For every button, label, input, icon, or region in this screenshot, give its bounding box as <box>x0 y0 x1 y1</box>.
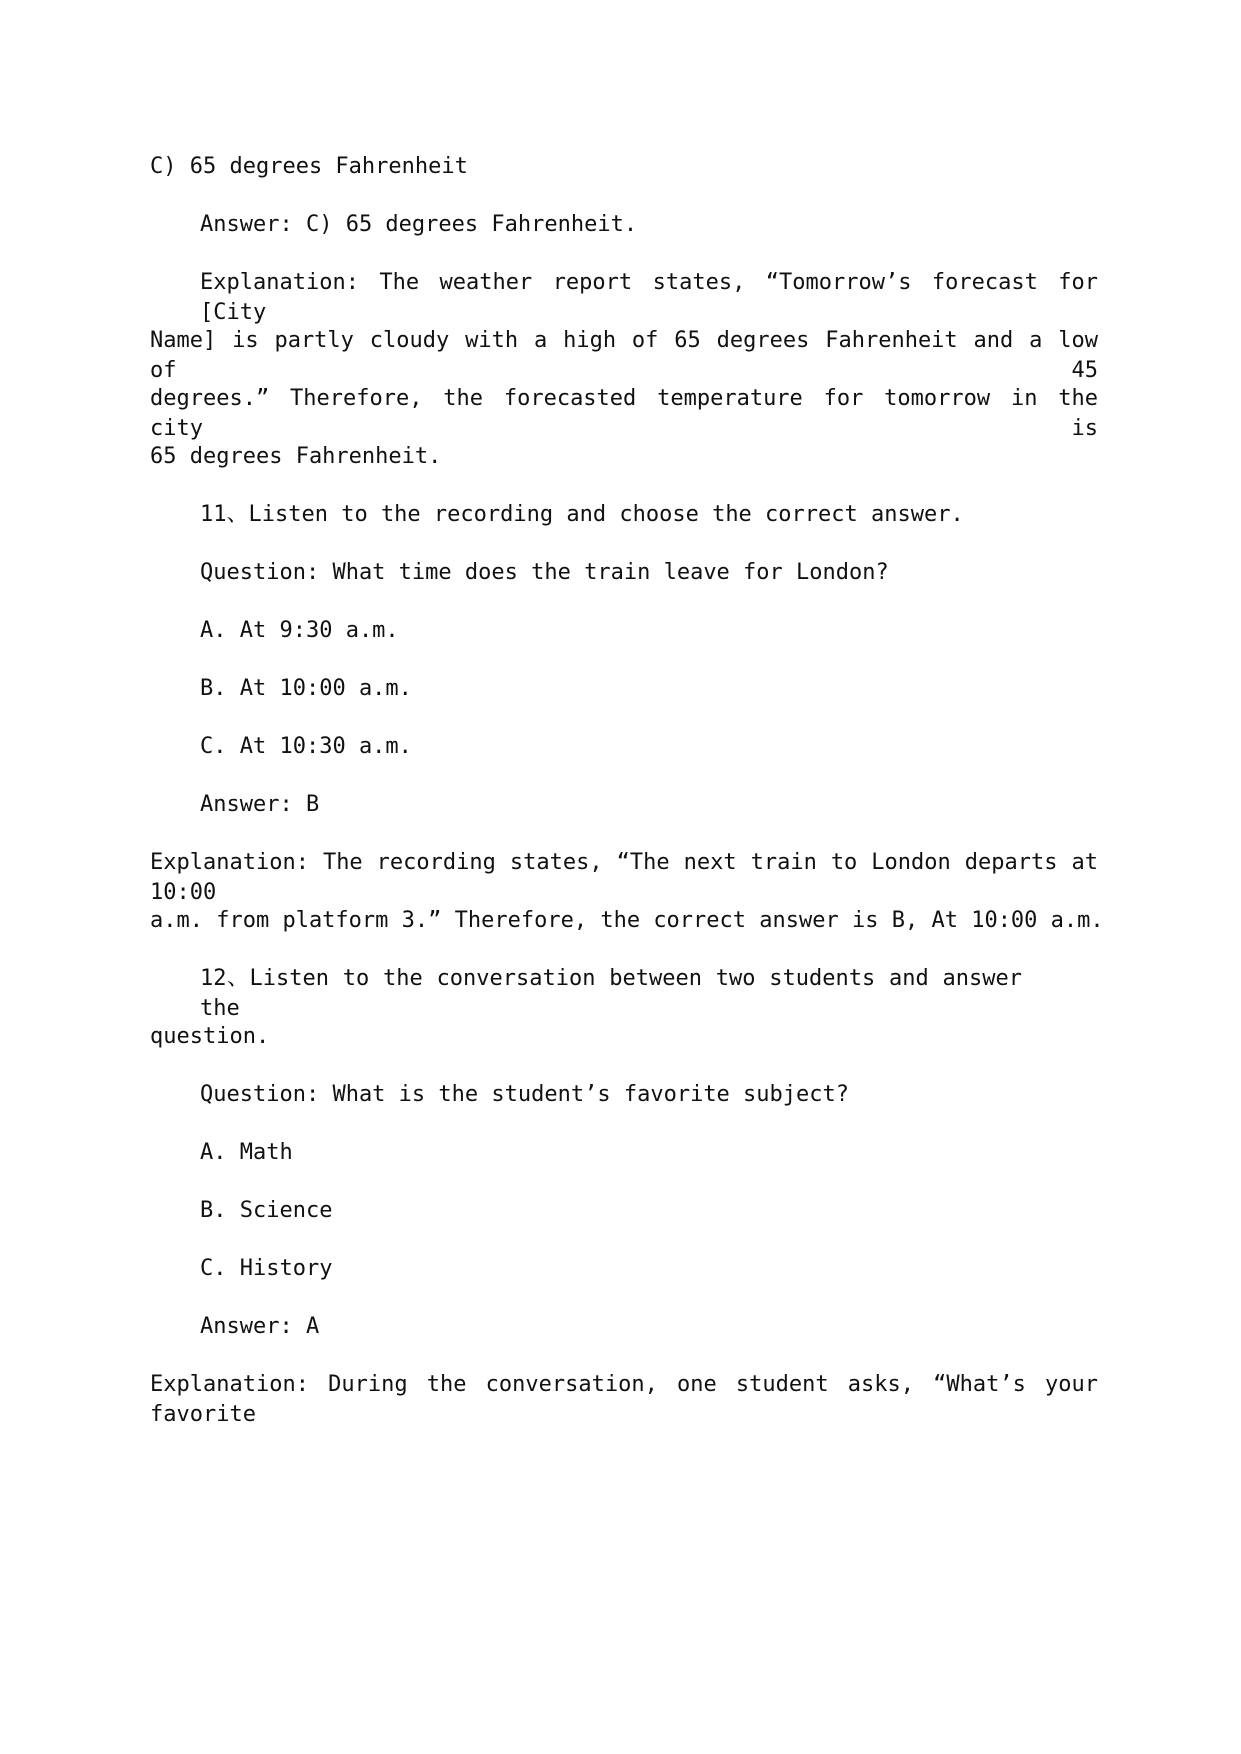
answer-line: Answer: B <box>200 792 320 817</box>
question-heading-continuation: question. <box>150 1024 270 1049</box>
explanation-line: a.m. from platform 3.” Therefore, the correct answer is B, At 10:00 a.m. <box>150 908 1104 933</box>
option-line: B. Science <box>200 1198 333 1223</box>
question-heading: 11、Listen to the recording and choose the correct answer. <box>200 502 964 527</box>
explanation-line: Explanation: During the conversation, one student asks, “What’s your favorite <box>150 1372 1098 1427</box>
explanation-line: 65 degrees Fahrenheit. <box>150 444 442 469</box>
option-c-line: C) 65 degrees Fahrenheit <box>150 154 468 179</box>
option-line: A. Math <box>200 1140 293 1165</box>
explanation-line: Explanation: The recording states, “The next train to London departs at 10:00 <box>150 850 1098 905</box>
question-line: Question: What is the student’s favorite subject? <box>200 1082 850 1107</box>
explanation-line: degrees.” Therefore, the forecasted temperature for tomorrow in the city is <box>150 386 1098 441</box>
answer-line: Answer: C) 65 degrees Fahrenheit. <box>200 212 638 237</box>
question-heading: 12、Listen to the conversation between two students and answer the <box>200 966 1022 1021</box>
option-line: C. At 10:30 a.m. <box>200 734 412 759</box>
explanation-line: Name] is partly cloudy with a high of 65 degrees Fahrenheit and a low of 45 <box>150 328 1098 383</box>
answer-line: Answer: A <box>200 1314 320 1339</box>
option-line: A. At 9:30 a.m. <box>200 618 399 643</box>
explanation-line: Explanation: The weather report states, “Tomorrow’s forecast for [City <box>200 270 1098 325</box>
option-line: B. At 10:00 a.m. <box>200 676 412 701</box>
option-line: C. History <box>200 1256 333 1281</box>
question-line: Question: What time does the train leave for London? <box>200 560 889 585</box>
